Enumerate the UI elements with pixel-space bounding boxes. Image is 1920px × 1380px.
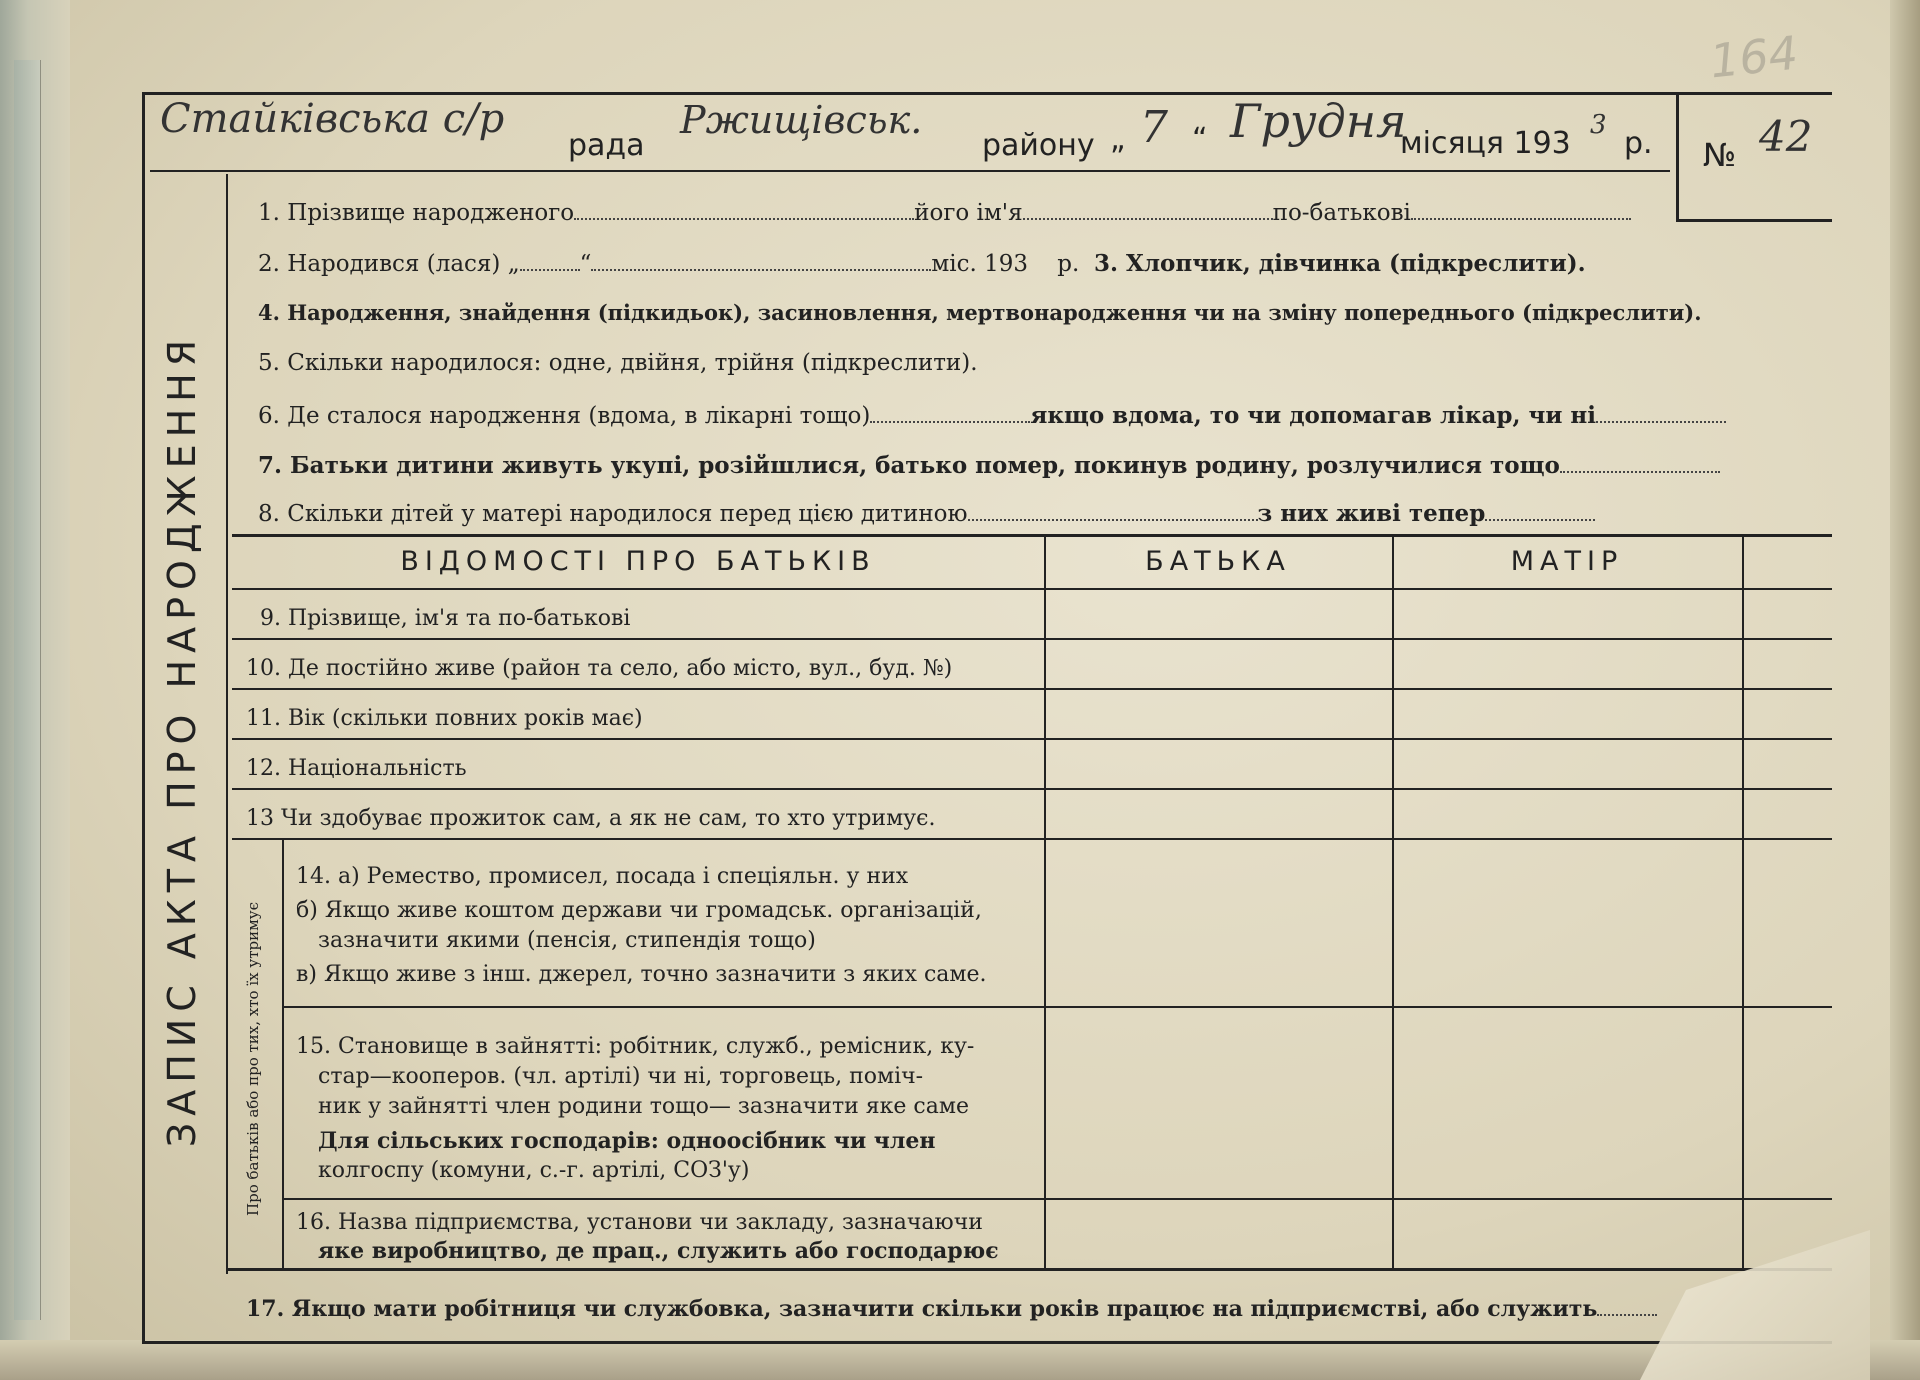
- row-15-5: колгоспу (комуни, с.-г. артілі, СОЗ'у): [318, 1158, 750, 1183]
- row-9: 9. Прізвище, ім'я та по-батькові: [260, 606, 631, 631]
- row-14c: в) Якщо живе з інш. джерел, точно зазначити з яких саме.: [296, 962, 987, 987]
- row-15-2: стар—кооперов. (чл. артілі) чи ні, торговець, поміч-: [318, 1064, 924, 1089]
- paper-bottom-edge: [0, 1340, 1920, 1380]
- col-divider-1: [1044, 534, 1046, 1268]
- col-header-father: БАТЬКА: [1145, 546, 1291, 577]
- row-16-1: 16. Назва підприємства, установи чи закладу, зазначаючи: [296, 1210, 983, 1235]
- handwritten-year-digit: 3: [1590, 110, 1607, 140]
- row-15-4: Для сільських господарів: одноосібник чи член: [318, 1128, 936, 1154]
- item-2: 2. Народився (лася) „ “ міс. 193 р. 3. Хлопчик, дівчинка (підкреслити).: [258, 250, 1586, 277]
- label-quote-open: „: [1110, 122, 1126, 157]
- record-number-box: [1676, 92, 1832, 222]
- handwritten-district: Ржищівськ.: [680, 98, 923, 142]
- item-4: 4. Народження, знайдення (підкидьок), засиновлення, мертвонародження чи на зміну попереднього (підкреслити).: [258, 300, 1702, 325]
- label-quote-close: “: [1192, 122, 1208, 157]
- col-divider-2: [1392, 534, 1394, 1268]
- item-8: 8. Скільки дітей у матері народилося перед цією дитиною з них живі тепер: [258, 500, 1595, 527]
- handwritten-number: 42: [1759, 112, 1813, 161]
- archive-page-number: 164: [1707, 25, 1801, 89]
- row-14b-2: зазначити якими (пенсія, стипендія тощо): [318, 928, 816, 953]
- table-top-rule: [232, 534, 1832, 537]
- item-7: 7. Батьки дитини живуть укупі, розійшлися, батько помер, покинув родину, розлучилися тощо: [258, 452, 1720, 479]
- row-15-1: 15. Становище в зайнятті: робітник, служб., ремісник, ку-: [296, 1034, 975, 1059]
- label-district: району: [982, 128, 1095, 163]
- label-council: рада: [568, 128, 645, 163]
- group-divider: [282, 838, 284, 1268]
- item-1: 1. Прізвище народженого його ім'я по-батькові: [258, 200, 1631, 226]
- col-header-info: ВІДОМОСТІ ПРО БАТЬКІВ: [400, 546, 876, 577]
- inner-left-rule: [226, 174, 228, 1274]
- col-divider-3: [1742, 534, 1744, 1268]
- row-11: 11. Вік (скільки повних років має): [246, 706, 643, 731]
- row-14b-1: б) Якщо живе коштом держави чи громадськ. організацій,: [296, 898, 982, 923]
- item-6: 6. Де сталося народження (вдома, в лікарні тощо) якщо вдома, то чи допомагав лікар, чи ні: [258, 402, 1726, 429]
- row-13: 13 Чи здобуває прожиток сам, а як не сам, то хто утримує.: [246, 806, 936, 831]
- item-5: 5. Скільки народилося: одне, двійня, трійня (підкреслити).: [258, 350, 978, 376]
- label-number: №: [1703, 136, 1737, 174]
- row-10: 10. Де постійно живе (район та село, або місто, вул., буд. №): [246, 656, 953, 681]
- handwritten-day: 7: [1140, 102, 1168, 153]
- row-16-2: яке виробництво, де прац., служить або господарює: [318, 1238, 999, 1264]
- paper-right-edge: [1890, 0, 1920, 1380]
- handwritten-month: Грудня: [1230, 94, 1407, 148]
- label-year-suffix: р.: [1624, 126, 1653, 161]
- item-17: 17. Якщо мати робітниця чи службовка, зазначити скільки років працює на підприємстві, або служить: [246, 1296, 1657, 1322]
- handwritten-council: Стайківська с/р: [160, 96, 505, 142]
- parents-table: [232, 534, 1832, 1268]
- group-side-label: Про батьків або про тих, хто їх утримує: [244, 902, 262, 1216]
- header-row: [150, 92, 1670, 172]
- side-title: ЗАПИС АКТА ПРО НАРОДЖЕННЯ: [160, 332, 204, 1148]
- row-14a: 14. а) Ремество, промисел, посада і спеціяльн. у них: [296, 864, 909, 889]
- col-header-mother: МАТІР: [1510, 546, 1624, 577]
- row-17-rule: [228, 1268, 1832, 1271]
- row-15-3: ник у зайнятті член родини тощо— зазначити яке саме: [318, 1094, 969, 1119]
- binding-strip: [14, 60, 41, 1320]
- row-12: 12. Національність: [246, 756, 467, 781]
- label-month: місяця 193: [1400, 126, 1571, 161]
